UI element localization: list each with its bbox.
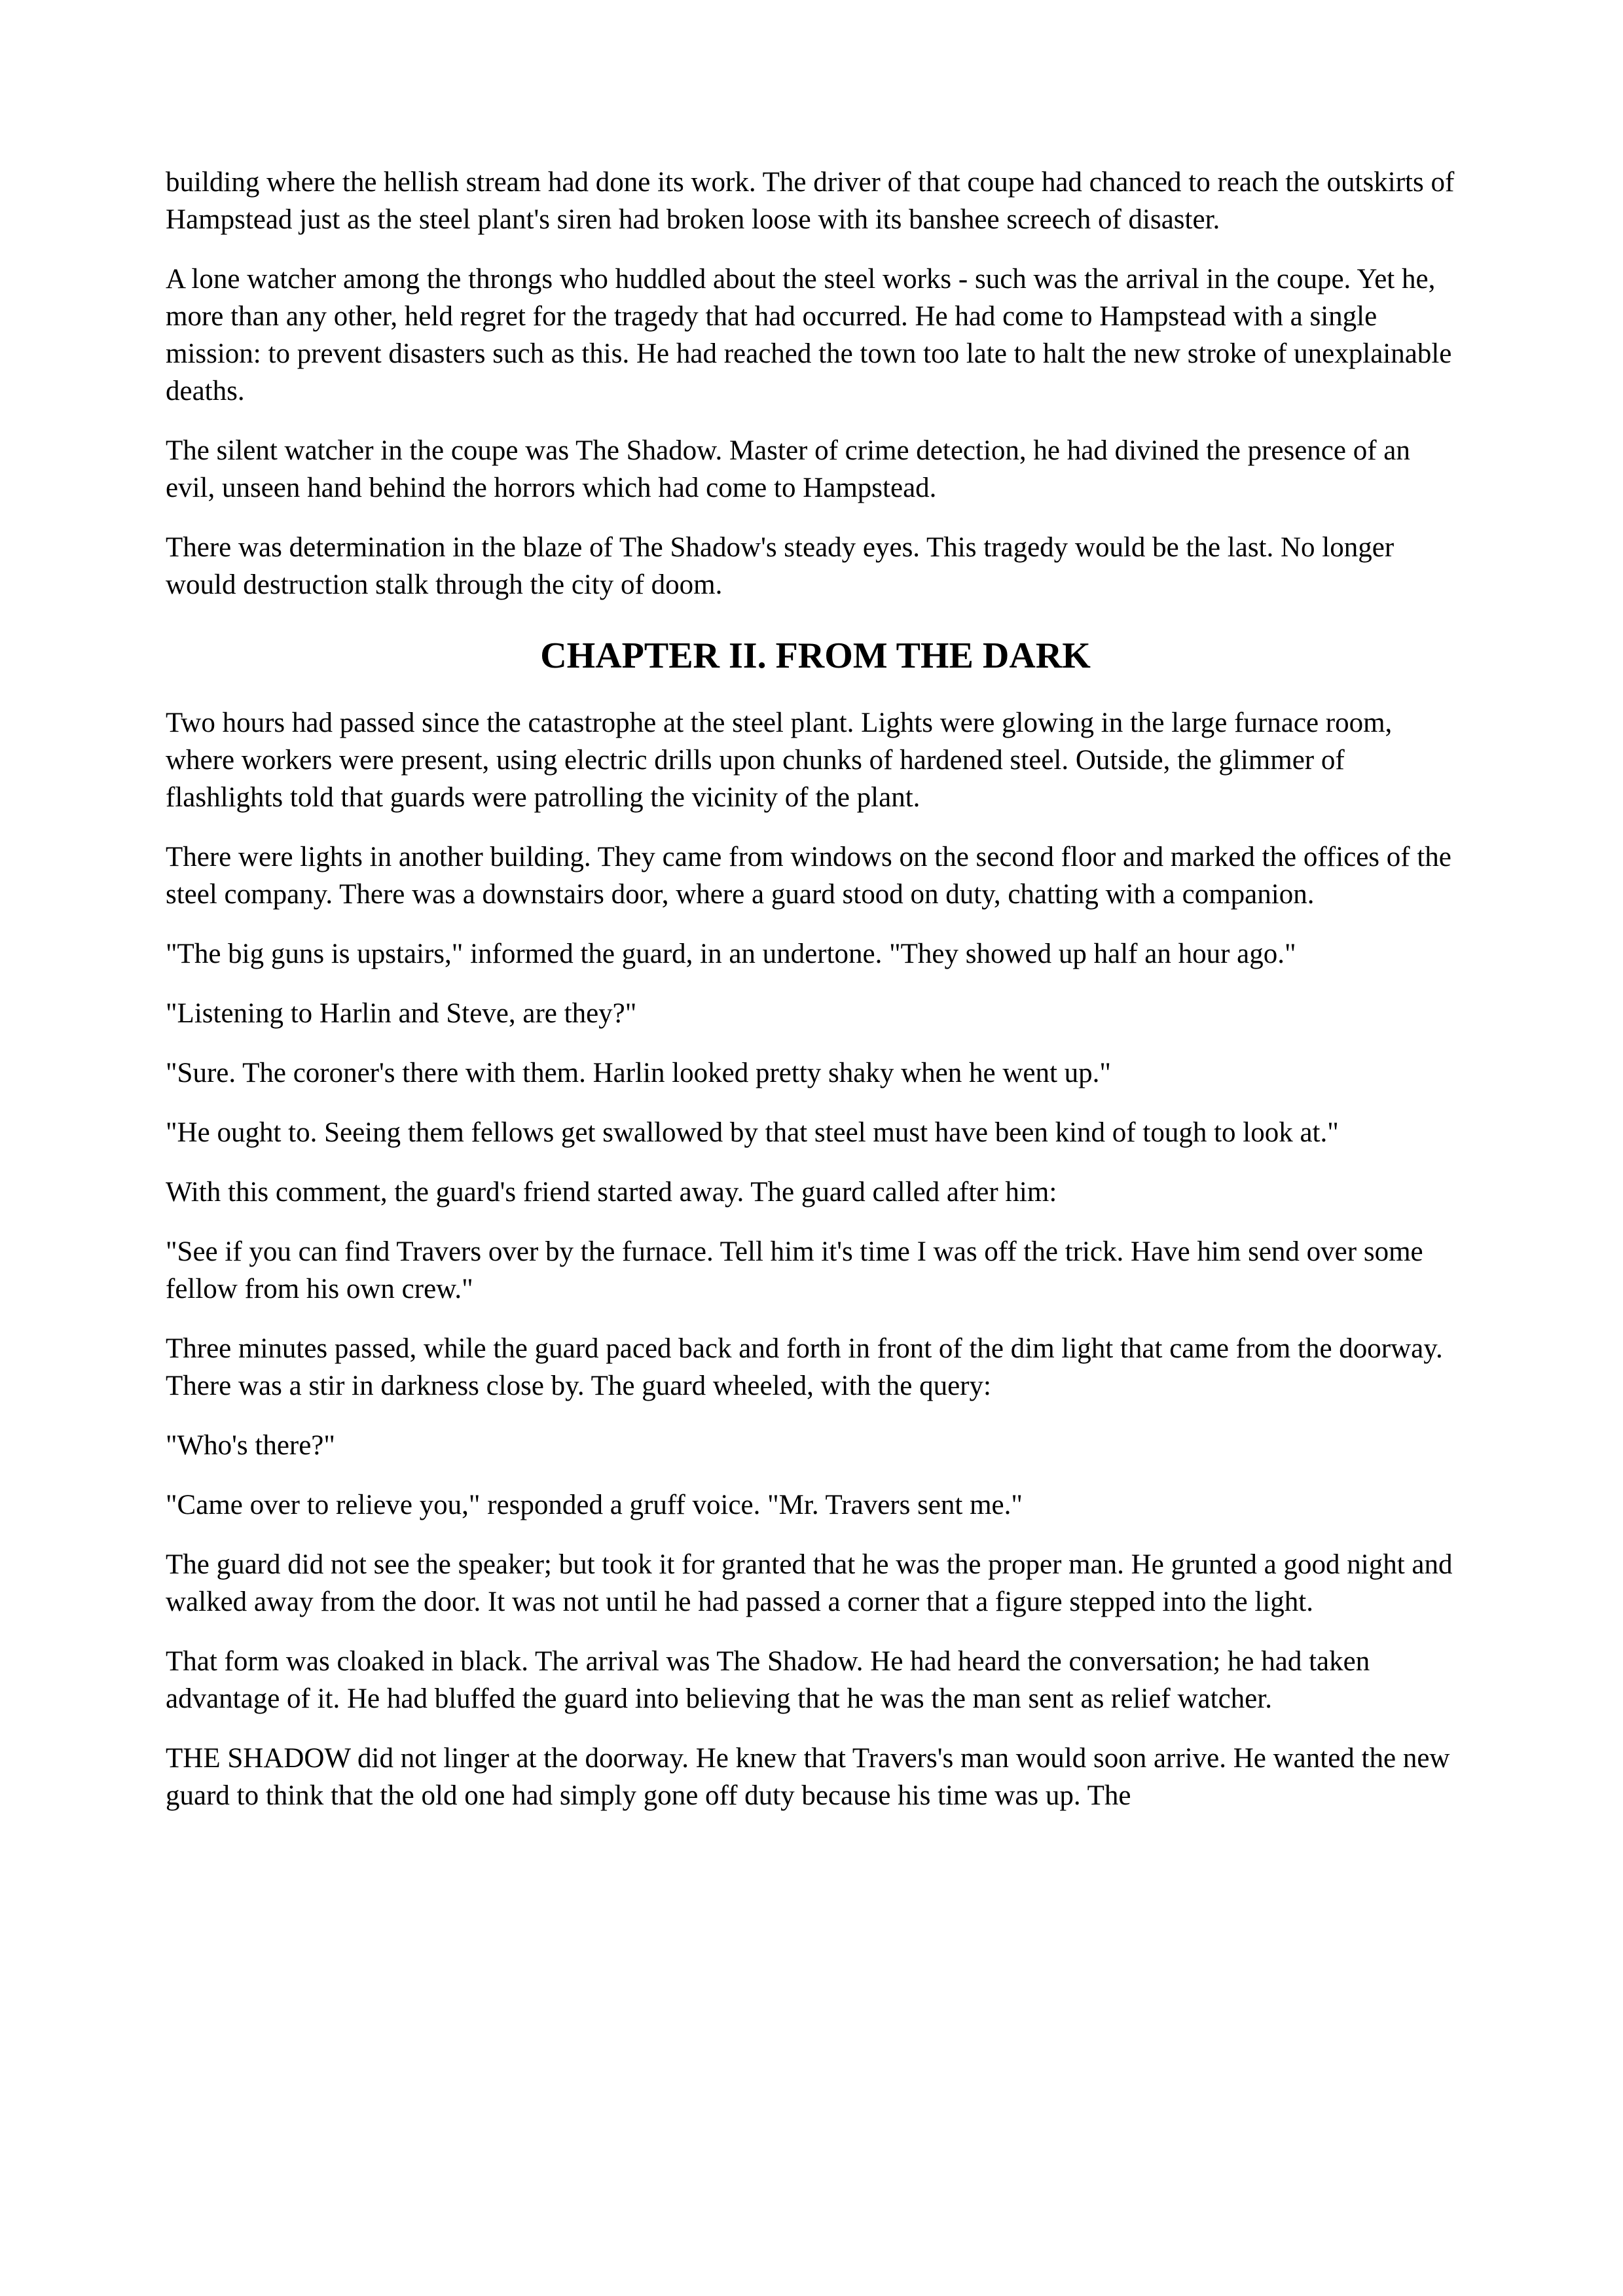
paragraph-chapter-8: "See if you can find Travers over by the furnace. Tell him it's time I was off the trick. Have him send over some fellow from his own crew."	[166, 1236, 1423, 1304]
document-page	[166, 164, 1465, 1837]
paragraph-chapter-13: That form was cloaked in black. The arrival was The Shadow. He had heard the conversation; he had taken advantage of it. He had bluffed the guard into believing that he was the man sent as relief watcher.	[166, 1646, 1370, 1714]
paragraph-chapter-7: With this comment, the guard's friend started away. The guard called after him:	[166, 1177, 1057, 1208]
paragraph-chapter-5: "Sure. The coroner's there with them. Harlin looked pretty shaky when he went up."	[166, 1058, 1111, 1088]
paragraph-intro-1: building where the hellish stream had done its work. The driver of that coupe had chanced to reach the outskirts of Hampstead just as the steel plant's siren had broken loose with its banshee screech of disaster.	[166, 167, 1455, 235]
paragraph-chapter-3: "The big guns is upstairs," informed the guard, in an undertone. "They showed up half an hour ago."	[166, 939, 1296, 969]
paragraph-chapter-12: The guard did not see the speaker; but took it for granted that he was the proper man. He grunted a good night and walked away from the door. It was not until he had passed a corner that a figure stepped into the light.	[166, 1549, 1453, 1617]
chapter-title: CHAPTER II. FROM THE DARK	[540, 636, 1091, 676]
paragraph-chapter-9: Three minutes passed, while the guard paced back and forth in front of the dim light that came from the doorway. There was a stir in darkness close by. The guard wheeled, with the query:	[166, 1333, 1443, 1401]
paragraph-chapter-10: "Who's there?"	[166, 1430, 335, 1461]
paragraph-chapter-6: "He ought to. Seeing them fellows get swallowed by that steel must have been kind of tough to look at."	[166, 1117, 1339, 1148]
paragraph-chapter-2: There were lights in another building. They came from windows on the second floor and marked the offices of the steel company. There was a downstairs door, where a guard stood on duty, chatting with a companion.	[166, 842, 1451, 910]
paragraph-chapter-11: "Came over to relieve you," responded a gruff voice. "Mr. Travers sent me."	[166, 1490, 1023, 1520]
paragraph-intro-4: There was determination in the blaze of The Shadow's steady eyes. This tragedy would be the last. No longer would destruction stalk through the city of doom.	[166, 532, 1395, 600]
paragraph-intro-2: A lone watcher among the throngs who huddled about the steel works - such was the arrival in the coupe. Yet he, more than any other, held regret for the tragedy that had occurred. He had come to Hampstead with a single mission: to prevent disasters such as this. He had reached the town too late to halt the new stroke of unexplainable deaths.	[166, 264, 1452, 406]
paragraph-chapter-4: "Listening to Harlin and Steve, are they?"	[166, 998, 637, 1029]
paragraph-chapter-14: THE SHADOW did not linger at the doorway. He knew that Travers's man would soon arrive. He wanted the new guard to think that the old one had simply gone off duty because his time was up. The	[166, 1743, 1450, 1811]
paragraph-chapter-1: Two hours had passed since the catastrophe at the steel plant. Lights were glowing in the large furnace room, where workers were present, using electric drills upon chunks of hardened steel. Outside, the glimmer of flashlights told that guards were patrolling the vicinity of the plant.	[166, 708, 1393, 813]
paragraph-intro-3: The silent watcher in the coupe was The Shadow. Master of crime detection, he had divined the presence of an evil, unseen hand behind the horrors which had come to Hampstead.	[166, 435, 1410, 503]
